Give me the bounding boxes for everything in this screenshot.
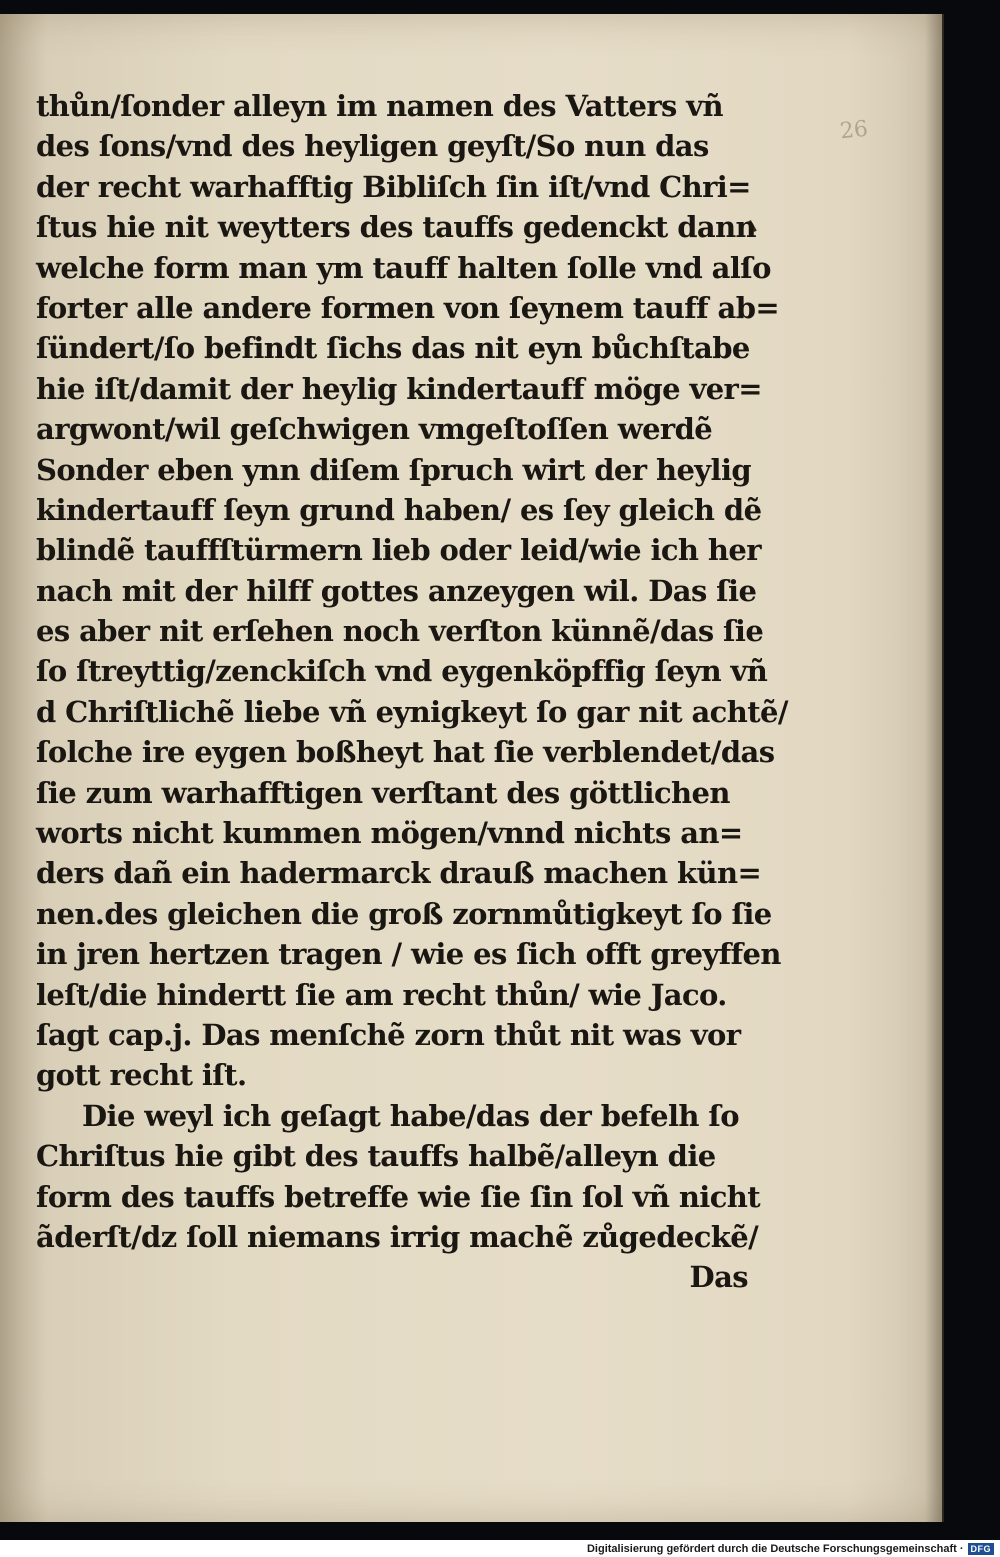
text-line: blindẽ tauffſtürmern lieb oder leid/wie ich her [36,533,761,568]
text-line: es aber nit erſehen noch verſton künnẽ/das ſie [36,614,764,649]
text-line: leſt/die hindertt ſie am recht thůn/ wie Jaco. [36,977,727,1012]
text-line: form des tauffs betreffe wie ſie ſin ſol vñ nicht [36,1179,761,1214]
text-line: ſtus hie nit weytters des tauffs gedenckt dann [36,210,757,245]
page-edge-shadow [925,14,943,1522]
text-line: ſagt cap.j. Das menſchẽ zorn thůt nit was vor [36,1017,741,1052]
text-line: nen.des gleichen die groß zornmůtigkeyt ſo ſie [36,896,772,931]
catchword: Das [689,1260,748,1295]
text-block [36,86,788,1298]
text-line: ſolche ire eygen boßheyt hat ſie verblendet/das [36,735,775,770]
text-line: in jren hertzen tragen / wie es ſich offt greyffen [36,937,781,972]
text-line: gott recht iſt. [36,1058,247,1093]
text-line: argwont/wil geſchwigen vmgeſtoſſen werdẽ [36,412,713,447]
text-line: worts nicht kummen mögen/vnnd nichts an= [36,816,743,851]
text-line: ſündert/ſo befindt ſichs das nit eyn bůchſtabe [36,331,750,366]
text-line: hie iſt/damit der heylig kindertauff möge ver= [36,371,762,406]
text-line: forter alle andere formen von ſeynem tauff ab= [36,290,780,325]
text-line: ders dañ ein hadermarck drauß machen kün= [36,856,762,891]
text-line: ãderſt/dz ſoll niemans irrig machẽ zůgedeckẽ/ [36,1219,759,1254]
digitization-footer [0,1540,1000,1557]
text-line: thůn/ſonder alleyn im namen des Vatters vñ [36,89,723,123]
text-line: ſie zum warhafftigen verſtant des göttlichen [36,775,730,810]
paragraph-start-line: Die weyl ich geſagt habe/das der befelh ſo [82,1098,739,1133]
text-line: der recht warhafftig Bibliſch ſin iſt/vnd Chri= [36,169,751,204]
text-line: welche form man ym tauff halten ſolle vnd alſo [36,250,771,285]
text-line: ſo ſtreyttig/zenckiſch vnd eygenköpffig ſeyn vñ [36,654,768,689]
text-line: des ſons/vnd des heyligen geyſt/So nun das [36,129,709,164]
text-line: Chriſtus hie gibt des tauffs halbẽ/alleyn die [36,1139,716,1174]
text-line: kindertauff ſeyn grund haben/ es ſey gleich dẽ [36,492,762,527]
text-line: d Chriſtlichẽ liebe vñ eynigkeyt ſo gar nit achtẽ/ [36,694,788,729]
margin-folio-note: 26 [838,116,870,145]
funding-credit: Digitalisierung gefördert durch die Deutsche Forschungsgemeinschaft · [586,1542,964,1555]
text-line: nach mit der hilff gottes anzeygen wil. Das ſie [36,573,757,608]
dfg-logo-icon: DFG [968,1543,995,1555]
text-line: Sonder eben ynn diſem ſpruch wirt der heylig [36,452,752,487]
